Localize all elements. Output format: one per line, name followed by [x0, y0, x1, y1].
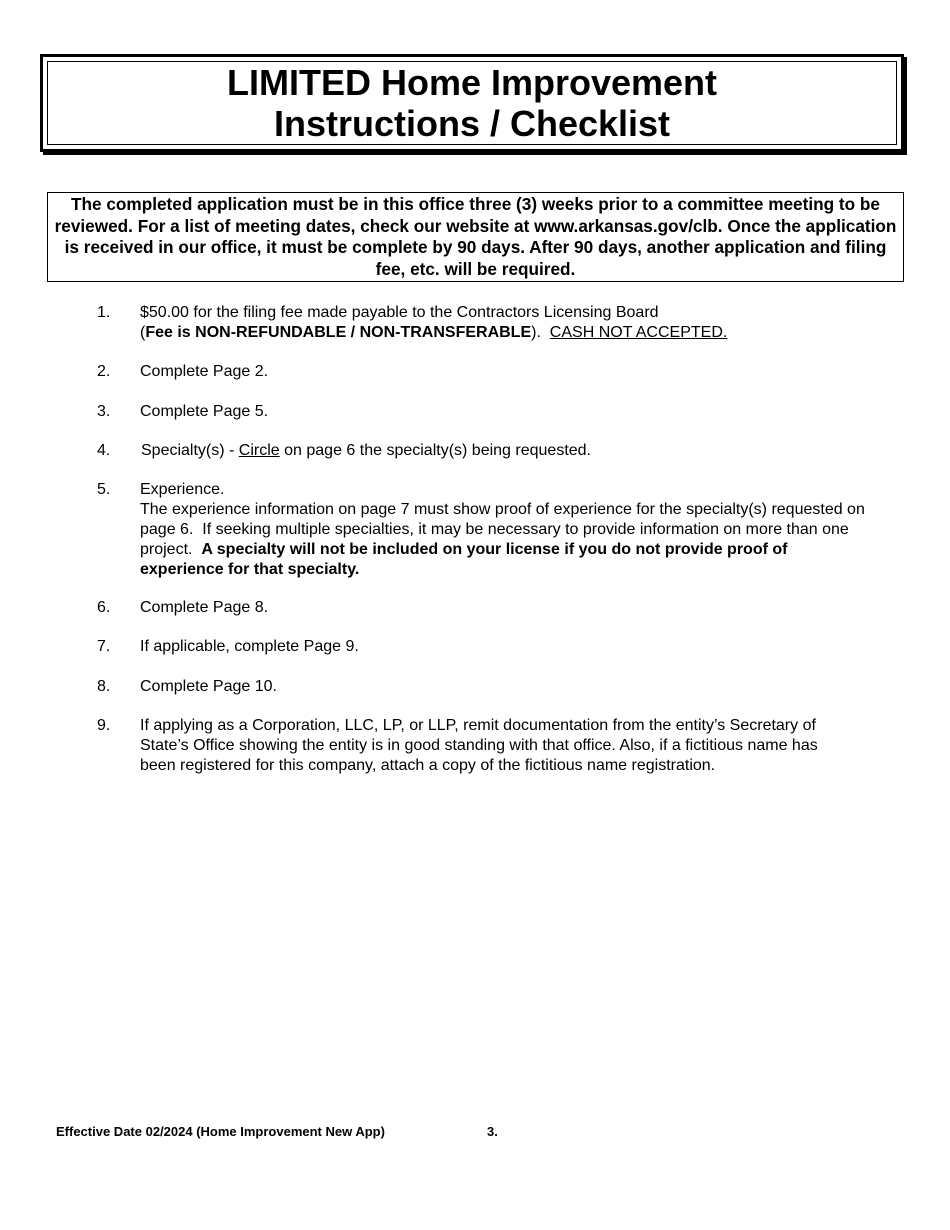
experience-text: The experience information on page 7 must show proof of experience for the specialty(s) requested on page 6. If seeking multiple specialties, it may be necessary to provide information on more than one project.	[140, 501, 870, 558]
title-box	[40, 54, 904, 152]
item-content	[140, 480, 875, 580]
cash-not-accepted-text: CASH NOT ACCEPTED.	[549, 324, 728, 341]
item-content	[141, 441, 876, 461]
fee-open-paren: (	[140, 324, 146, 341]
item-number: 8.	[97, 678, 111, 695]
item-number: 3.	[97, 403, 111, 420]
circle-word: Circle	[238, 442, 280, 459]
item-number: 2.	[97, 363, 111, 380]
item-text: If applying as a Corporation, LLC, LP, or LLP, remit documentation from the entity’s Secretary of State’s Office showing the entity is in good standing with that office. Also, if a fictitious name has been registered for this company, attach a copy of the fictitious name registration.	[140, 717, 818, 774]
experience-body	[140, 500, 868, 580]
title-inner-frame	[47, 61, 897, 145]
item-number: 7.	[97, 638, 111, 655]
item-text: Complete Page 10.	[140, 678, 277, 695]
item-text: Complete Page 5.	[140, 403, 269, 420]
footer-effective-date: Effective Date 02/2024 (Home Improvement New App)	[56, 1124, 385, 1139]
item-number: 1.	[97, 304, 111, 321]
item-text: Complete Page 8.	[140, 599, 269, 616]
page-title-line-2: Instructions / Checklist	[273, 103, 671, 144]
item-text: Complete Page 2.	[140, 363, 269, 380]
item-number: 6.	[97, 599, 111, 616]
item-content	[140, 303, 875, 343]
item-number: 4.	[97, 442, 111, 459]
item-text: If applicable, complete Page 9.	[140, 638, 359, 655]
item-number: 5.	[97, 481, 111, 498]
specialty-instruction: on page 6 the specialty(s) being requested.	[279, 442, 591, 459]
fee-note	[140, 323, 875, 343]
specialty-label: Specialty(s) -	[141, 442, 239, 459]
footer-page-number: 3.	[487, 1124, 498, 1139]
fee-nonrefundable-text: Fee is NON-REFUNDABLE / NON-TRANSFERABLE	[145, 324, 532, 341]
experience-warning: A specialty will not be included on your license if you do not provide proof of experience for that specialty.	[140, 541, 788, 578]
page-title-line-1: LIMITED Home Improvement	[226, 62, 718, 103]
filing-fee-text: $50.00 for the filing fee made payable to the Contractors Licensing Board	[140, 304, 659, 321]
item-number: 9.	[97, 717, 111, 734]
experience-heading: Experience.	[140, 481, 225, 498]
deadline-notice: The completed application must be in this office three (3) weeks prior to a committee meeting to be reviewed. For a list of meeting dates, check our website at www.arkansas.gov/clb. Once the application is received in our office, it must be complete by 90 days. After 90 days, another application and filing fee, etc. will be required.	[47, 192, 904, 282]
fee-close-paren: ).	[531, 324, 550, 341]
